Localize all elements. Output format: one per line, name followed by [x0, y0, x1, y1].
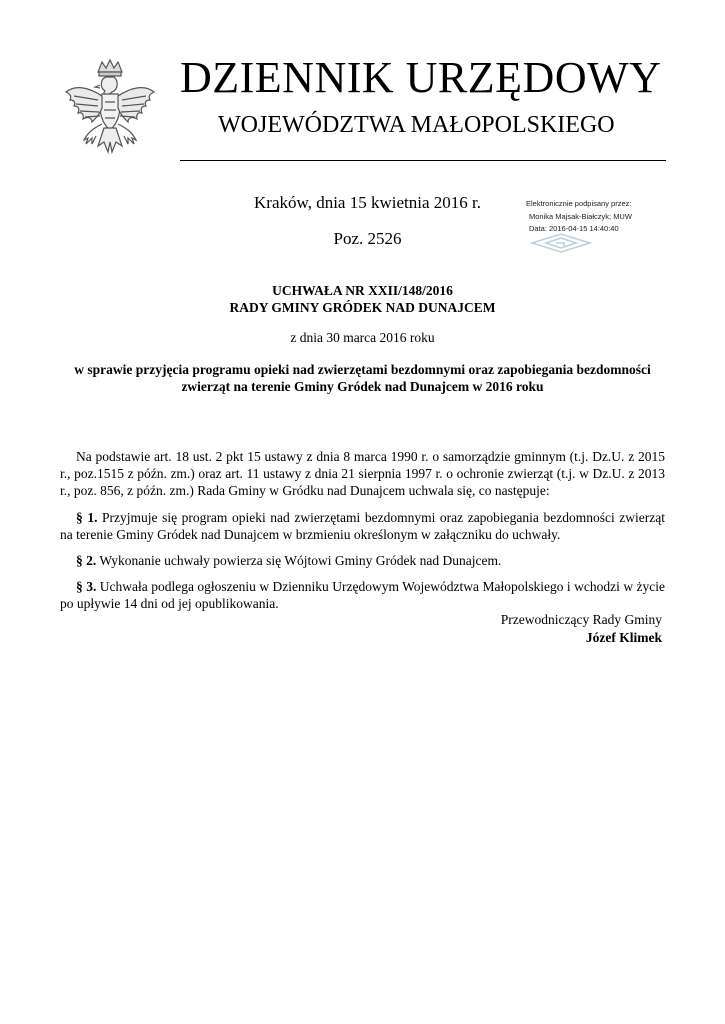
paragraph-mark: § 2.	[76, 553, 97, 569]
signatory-role: Przewodniczący Rady Gminy	[500, 612, 662, 627]
resolution-number: UCHWAŁA NR XXII/148/2016	[272, 283, 453, 298]
paragraph-text: Uchwała podlega ogłoszeniu w Dzienniku Urzędowym Województwa Małopolskiego i wchodzi w życie po upływie 14 dni od jej opublikowania.	[60, 579, 665, 612]
paragraph-3	[60, 578, 665, 612]
paragraph-text: Wykonanie uchwały powierza się Wójtowi Gminy Gródek nad Dunajcem.	[96, 553, 502, 569]
esig-signed-by-label: Elektronicznie podpisany przez:	[526, 199, 632, 208]
journal-title: DZIENNIK URZĘDOWY	[180, 53, 662, 102]
esig-date: Data: 2016-04-15 14:40:40	[529, 224, 619, 233]
polish-eagle-emblem-icon	[62, 58, 158, 168]
signatory-block	[440, 611, 662, 646]
paragraph-2	[60, 552, 665, 569]
paragraph-mark: § 3.	[76, 579, 97, 595]
resolution-title	[0, 282, 725, 316]
paragraph-text: Przyjmuje się program opieki nad zwierzętami bezdomnymi oraz zapobiegania bezdomności zwierząt na terenie Gminy Gródek nad Dunajcem w brzmieniu określonym w załączniku do uchwały.	[60, 509, 665, 542]
paragraph-1	[60, 509, 665, 543]
electronic-signature-stamp	[526, 198, 686, 236]
signatory-name: Józef Klimek	[585, 629, 662, 645]
header-divider	[180, 160, 666, 161]
place-and-date: Kraków, dnia 15 kwietnia 2016 r.	[254, 193, 481, 212]
preamble: Na podstawie art. 18 ust. 2 pkt 15 ustawy z dnia 8 marca 1990 r. o samorządzie gminnym (t.j. Dz.U. z 2015 r., poz.1515 z późn. zm.) oraz art. 11 ustawy z dnia 21 sierpnia 1997 r. o ochronie zwierząt (t.j. w Dz.U. z 2013 r., poz. 856, z późn. zm.) Rada Gminy w Gródku nad Dunajcem uchwala się, co następuje:	[60, 449, 665, 499]
resolution-date: z dnia 30 marca 2016 roku	[290, 330, 435, 345]
resolution-body-text	[60, 448, 665, 622]
paragraph-mark: § 1.	[76, 509, 98, 525]
resolution-subject: w sprawie przyjęcia programu opieki nad zwierzętami bezdomnymi oraz zapobiegania bezdomności zwierząt na terenie Gminy Gródek nad Dunajcem w 2016 roku	[74, 362, 651, 394]
esig-signer: Monika Majsak-Białczyk; MUW	[529, 211, 632, 221]
journal-subtitle: WOJEWÓDZTWA MAŁOPOLSKIEGO	[218, 112, 615, 138]
signature-validity-icon	[530, 232, 592, 254]
position-number: Poz. 2526	[333, 229, 402, 248]
resolution-body: RADY GMINY GRÓDEK NAD DUNAJCEM	[229, 300, 496, 315]
